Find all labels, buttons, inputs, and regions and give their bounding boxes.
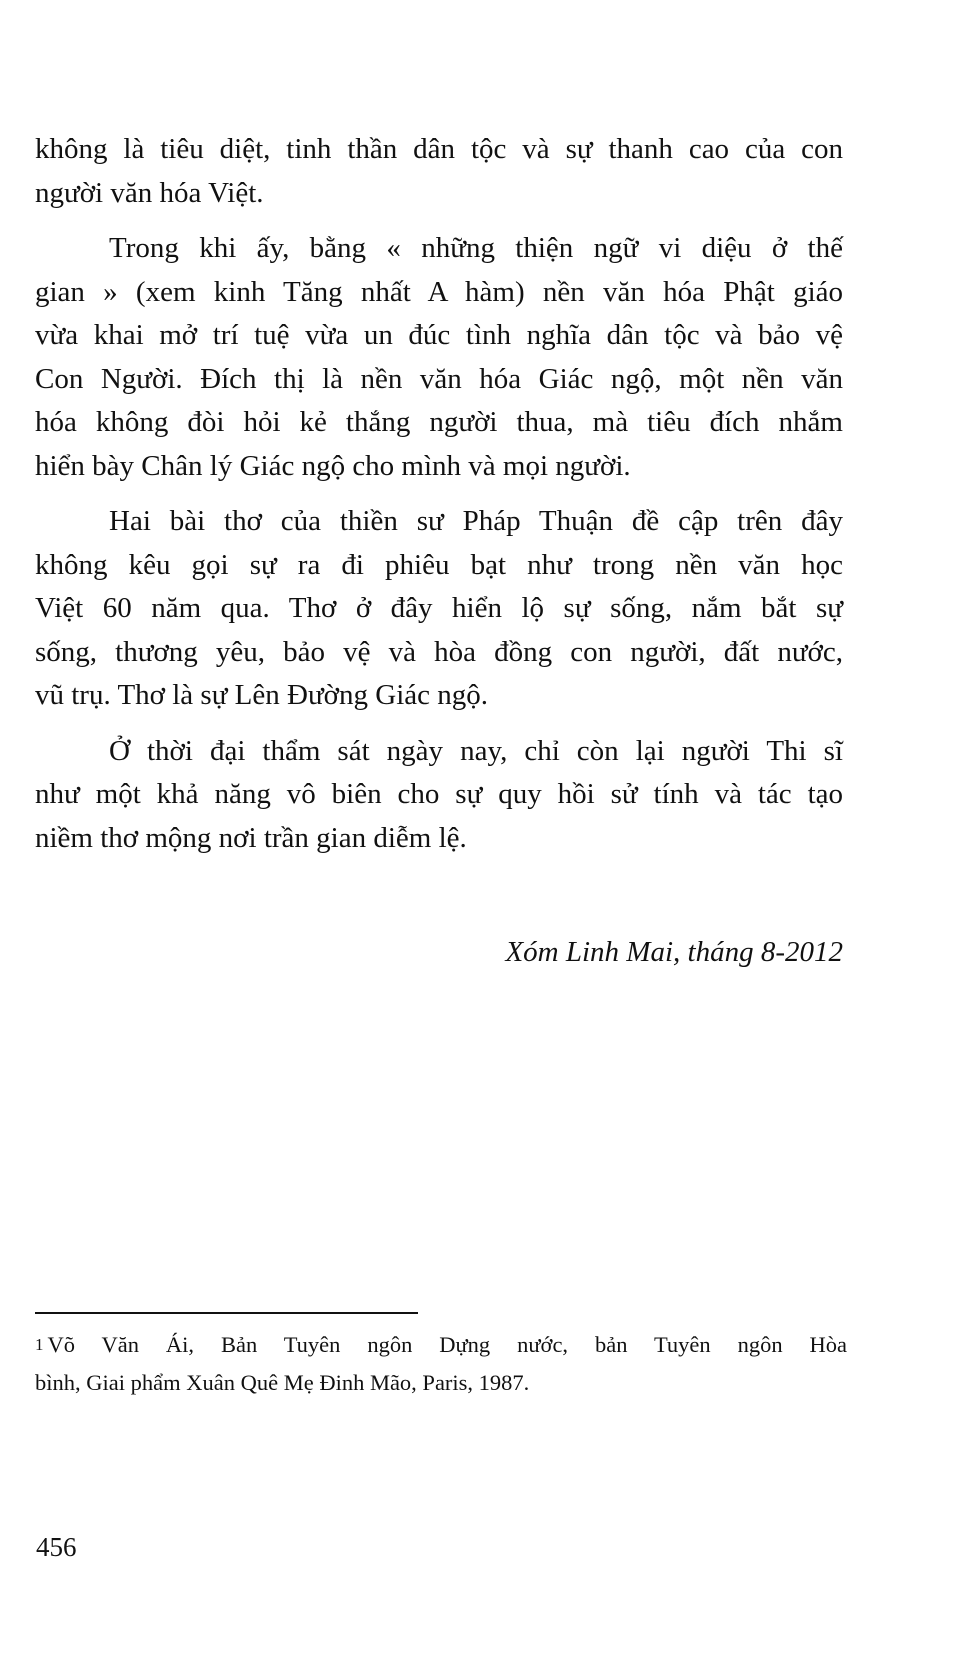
text-line: sống, thương yêu, bảo vệ và hòa đồng con người, đất nước, <box>35 635 843 668</box>
text-line: người văn hóa Việt. <box>35 176 264 209</box>
text-line: niềm thơ mộng nơi trần gian diễm lệ. <box>35 821 467 854</box>
text-line: Việt 60 năm qua. Thơ ở đây hiển lộ sự sống, nắm bắt sự <box>35 592 843 624</box>
text-line: vừa khai mở trí tuệ vừa un đúc tình nghĩa dân tộc và bảo vệ <box>35 319 843 351</box>
footnote-marker: 1 <box>35 1335 44 1354</box>
paragraph-1 <box>35 128 843 215</box>
text-line: Hai bài thơ của thiền sư Pháp Thuận đề cập trên đây <box>109 505 843 537</box>
text-line: như một khả năng vô biên cho sự quy hồi sử tính và tác tạo <box>35 778 843 810</box>
text-line: Con Người. Đích thị là nền văn hóa Giác ngộ, một nền văn <box>35 362 843 395</box>
text-line: gian » (xem kinh Tăng nhất A hàm) nền văn hóa Phật giáo <box>35 275 843 308</box>
text-line: hiển bày Chân lý Giác ngộ cho mình và mọi người. <box>35 449 631 482</box>
text-line: Trong khi ấy, bằng « những thiện ngữ vi diệu ở thế <box>109 232 843 264</box>
paragraph-2 <box>35 227 843 488</box>
text-line: không kêu gọi sự ra đi phiêu bạt như trong nền văn học <box>35 548 843 581</box>
body-text <box>35 128 843 872</box>
paragraph-4 <box>35 730 843 861</box>
footnote-text: Võ Văn Ái, Bản Tuyên ngôn Dựng nước, bản Tuyên ngôn Hòa <box>47 1332 847 1357</box>
text-line: hóa không đòi hỏi kẻ thắng người thua, mà tiêu đích nhắm <box>35 406 843 438</box>
text-line: không là tiêu diệt, tinh thần dân tộc và sự thanh cao của con <box>35 133 843 165</box>
page-number: 456 <box>36 1532 77 1562</box>
footnote-divider <box>35 1312 418 1314</box>
signoff-place-date: Xóm Linh Mai, tháng 8-2012 <box>505 936 843 968</box>
footnote-line: bình, Giai phẩm Xuân Quê Mẹ Đinh Mão, Paris, 1987. <box>35 1370 530 1395</box>
text-line: Ở thời đại thẩm sát ngày nay, chỉ còn lại người Thi sĩ <box>109 734 843 767</box>
footnote <box>35 1326 847 1402</box>
footnote-line <box>35 1326 847 1364</box>
paragraph-3 <box>35 500 843 718</box>
text-line: vũ trụ. Thơ là sự Lên Đường Giác ngộ. <box>35 679 488 711</box>
